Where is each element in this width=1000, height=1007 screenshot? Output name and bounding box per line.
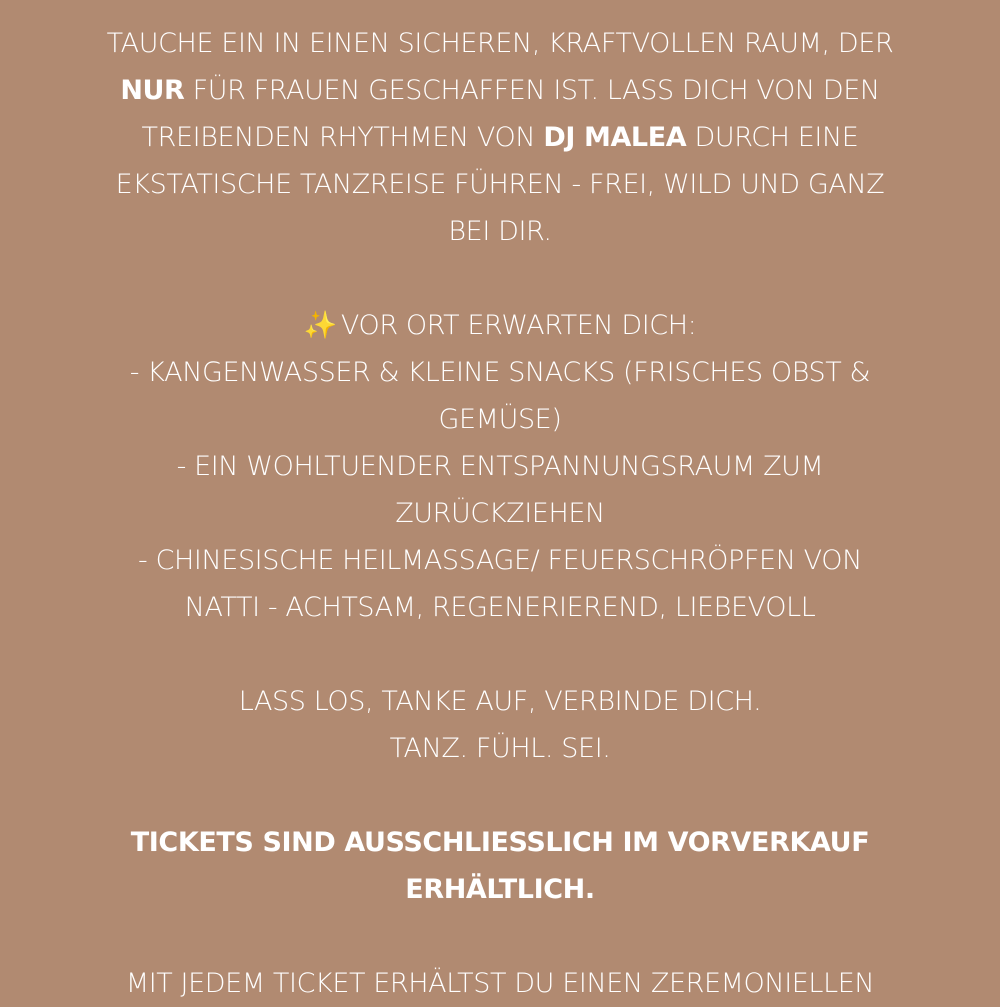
offer-heading-line [0,302,1000,349]
offer-item-2-line-1: - EIN WOHLTUENDER ENTSPANNUNGSRAUM ZUM [176,451,824,482]
intro-line-3-end: DURCH EINE [686,122,859,153]
ceremony-line-1: MIT JEDEM TICKET ERHÄLTST DU EINEN ZEREMONIELLEN [125,968,875,999]
spacer [0,255,1000,302]
intro-line-1: TAUCHE EIN IN EINEN SICHEREN, KRAFTVOLLEN RAUM, DER [106,28,894,59]
offer-item-3-line-2: NATTI - ACHTSAM, REGENERIEREND, LIEBEVOLL [184,592,816,623]
intro-line-5: BEI DIR. [448,216,552,247]
intro-line-3 [0,114,1000,161]
offer-item-1-line-2: GEMÜSE) [438,404,562,435]
dj-name: DJ MALEA [543,122,687,153]
spacer [0,631,1000,678]
slogan-line-1: LASS LOS, TANKE AUF, VERBINDE DICH. [238,686,762,717]
tickets-notice-line-1: TICKETS SIND AUSSCHLIESSLICH IM VORVERKAUF [130,827,870,858]
intro-line-3-start: TREIBENDEN RHYTHMEN VON [141,122,544,153]
intro-emphasis-nur: NUR [120,75,185,106]
offer-item-1-line-1: - KANGENWASSER & KLEINE SNACKS (FRISCHES OBST & [129,357,871,388]
intro-line-2-rest: FÜR FRAUEN GESCHAFFEN IST. LASS DICH VON DEN [184,75,880,106]
slogan-line-2: TANZ. FÜHL. SEI. [389,733,611,764]
sparkles-icon: ✨ [303,310,337,341]
event-description [0,20,1000,1007]
tickets-notice-line-2: ERHÄLTLICH. [405,874,595,905]
intro-line-2 [0,67,1000,114]
offer-item-2-line-2: ZURÜCKZIEHEN [395,498,605,529]
spacer [0,772,1000,819]
spacer [0,913,1000,960]
offer-heading: VOR ORT ERWARTEN DICH: [340,310,697,341]
intro-line-4: EKSTATISCHE TANZREISE FÜHREN - FREI, WILD UND GANZ [115,169,885,200]
offer-item-3-line-1: - CHINESISCHE HEILMASSAGE/ FEUERSCHRÖPFEN VON [138,545,862,576]
